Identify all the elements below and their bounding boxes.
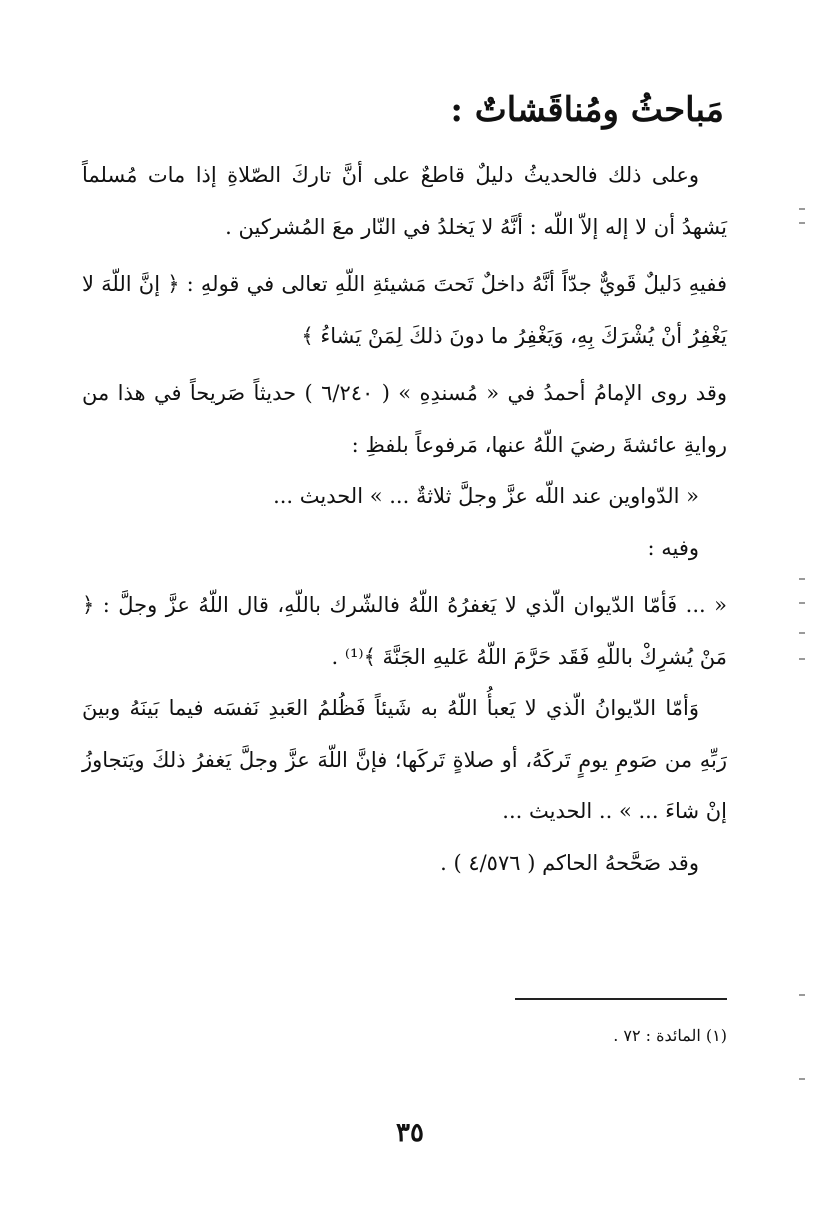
body-text — [82, 150, 727, 889]
hadith-quote-2: « ... فَأمّا الدّيوان الّذي لا يَغفرُهُ اللّهُ فالشّرك باللّهِ، قال اللّهُ عزَّ وجلَّ : ﴿ مَنْ يُشرِكْ باللّهِ فَقَد حَرَّمَ اللّهُ عَليهِ الجَنَّةَ ﴾⁽¹⁾ . — [82, 593, 727, 669]
footnote-divider — [515, 998, 727, 1000]
section-heading: مَباحثُ ومُناقَشاتٌ : — [450, 90, 724, 130]
paragraph-4: وفيه : — [647, 535, 699, 560]
footnote: (١) المائدة : ٧٢ . — [613, 1026, 727, 1045]
paragraph-6: وقد صَحَّحهُ الحاكم ( ٤/٥٧٦ ) . — [440, 850, 699, 875]
page-number: ٣٥ — [396, 1118, 424, 1148]
paragraph-2: ففيهِ دَليلٌ قَويٌّ جدّاً أنَّهُ داخلٌ تَحتَ مَشيئةِ اللّهِ تعالى في قولهِ : ﴿ إنَّ اللّهَ لا يَغْفِرُ أنْ يُشْرَكَ بِهِ، وَيَغْفِرُ ما دونَ ذلكَ لِمَنْ يَشاءُ ﴾ — [82, 272, 727, 348]
margin-scan-mark — [799, 1078, 805, 1080]
paragraph-5: وَأمّا الدّيوانُ الّذي لا يَعبأُ اللّهُ به شَيئاً فَظُلمُ العَبدِ نَفسَه فيما بَينَهُ وبينَ رَبِّهِ من صَومِ يومٍ تَركَهُ، أو صلاةٍ تَركَها؛ فإنَّ اللّهَ عزَّ وجلَّ يَغفرُ ذلكَ ويَتجاوزُ إنْ شاءَ ... » .. الحديث ... — [82, 696, 727, 823]
margin-scan-mark — [799, 658, 805, 660]
margin-scan-mark — [799, 994, 805, 996]
margin-scan-mark — [799, 632, 805, 634]
margin-scan-mark — [799, 222, 805, 224]
margin-scan-mark — [799, 578, 805, 580]
margin-scan-mark — [799, 208, 805, 210]
paragraph-1: وعلى ذلك فالحديثُ دليلٌ قاطعٌ على أنَّ تاركَ الصّلاةِ إذا مات مُسلماً يَشهدُ أن لا إله إلاّ اللّه : أنَّهُ لا يَخلدُ في النّار معَ المُشركين . — [82, 163, 727, 239]
hadith-quote-1: « الدّواوين عند اللّه عزَّ وجلَّ ثلاثةٌ ... » الحديث ... — [273, 484, 699, 508]
paragraph-3: وقد روى الإمامُ أحمدُ في « مُسندِهِ » ( ٦/٢٤٠ ) حديثاً صَريحاً في هذا من روايةِ عائشةَ رضيَ اللّهُ عنها، مَرفوعاً بلفظِ : — [82, 381, 727, 457]
margin-scan-mark — [799, 602, 805, 604]
